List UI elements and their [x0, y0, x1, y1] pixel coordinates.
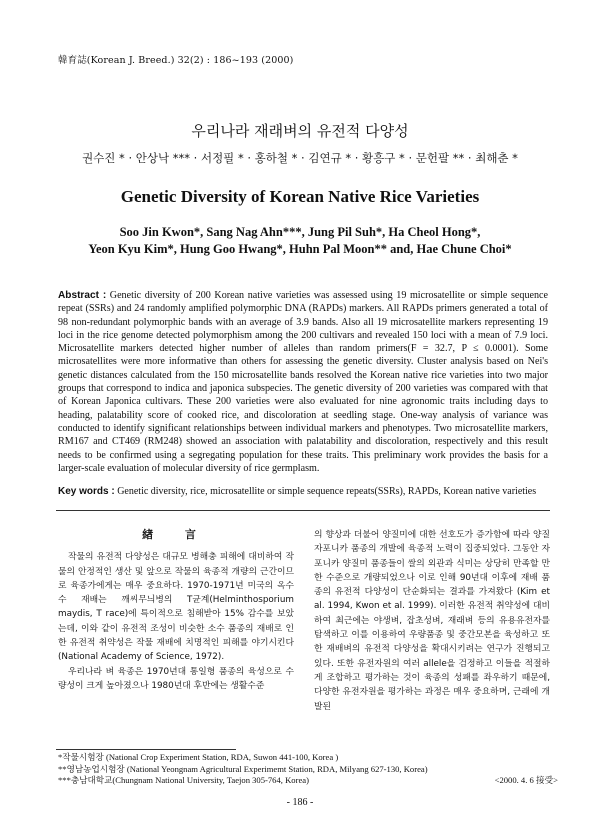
- abstract-label: Abstract :: [58, 290, 107, 301]
- authors-english: [40, 224, 560, 258]
- body-paragraph: 의 향상과 더불어 양질미에 대한 선호도가 증가함에 따라 양질 자포니카 품종의 개발에 육종적 노력이 집중되었다. 그동안 자포니카 양질미 품종들이 쌀의 외관과 식미는 상당히 만족할 만한 수준으로 개량되었으나 이로 인해 90년대 이후에 재배 품종의 유전적 다양성이 단순화되는 결과를 가져왔다 (Kim et al. 1994, Kwon et al. 1999). 이러한 유전적 취약성에 대비하여 최근에는 야생벼, 잡초성벼, 재래벼 등의 유용유전자를 탐색하고 이를 이용하여 우량품종 및 중간모본을 육성하고 또한 재배벼의 유전적 다양성을 확대시키려는 연구가 진행되고 있다. 또한 유전자원의 여러 allele을 검정하고 이들을 적절하게 조합하고 평가하는 것이 육종의 성패를 좌우하기 때문에, 다양한 유전자원을 평가하는 과정은 매우 중요하며, 근래에 개발된: [314, 530, 550, 712]
- footnote-affiliation: ***충남대학교(Chungnam National University, Taejon 305-764, Korea): [58, 775, 309, 785]
- body-column-left: [58, 528, 294, 693]
- footnotes: [58, 752, 558, 787]
- body-paragraph: 작물의 유전적 다양성은 대규모 병해충 피해에 대비하여 작물의 안정적인 생산 및 앞으로 작물의 육종적 개량의 근간이므로 육종가에게는 매우 중요하다. 1970-1971년 미국의 옥수수 재배는 깨씨무늬병의 T균계(Helminthosporium maydis, T race)에 특이적으로 침해받아 15% 감수를 보았는데, 이와 같이 유전적 조성이 비슷한 소수 품종의 재배로 인한 유전적 취약성은 작물 재배에 치명적인 피해를 야기시킨다 (National Academy of Science, 1972).: [58, 552, 294, 663]
- journal-citation: 韓育誌(Korean J. Breed.) 32(2) : 186~193 (2000): [58, 55, 294, 66]
- abstract-divider: [56, 510, 550, 511]
- page-number: - 186 -: [286, 797, 314, 808]
- title-korean: 우리나라 재래벼의 유전적 다양성: [191, 122, 409, 140]
- footnote-row: [58, 775, 558, 787]
- footnote-divider: [56, 749, 236, 750]
- authors-korean: 권수진 * · 안상낙 *** · 서정필 * · 홍하철 * · 김연규 * · 황흥구 * · 문헌팔 ** · 최해춘 *: [82, 151, 518, 165]
- keywords: [58, 486, 558, 497]
- authors-english-line1: Soo Jin Kwon*, Sang Nag Ahn***, Jung Pil Suh*, Ha Cheol Hong*,: [119, 225, 481, 239]
- authors-english-line2: Yeon Kyu Kim*, Hung Goo Hwang*, Huhn Pal Moon** and, Hae Chune Choi*: [88, 242, 512, 256]
- abstract: [58, 289, 548, 475]
- footnote-affiliation: *작물시험장 (National Crop Experiment Station, RDA, Suwon 441-100, Korea ): [58, 752, 339, 762]
- body-paragraph: 우리나라 벼 육종은 1970년대 통일형 품종의 육성으로 수량성이 크게 높아졌으나 1980년대 후반에는 생활수준: [58, 666, 294, 691]
- received-date: <2000. 4. 6 接受>: [494, 775, 558, 785]
- section-heading-introduction: 緖 言: [142, 528, 210, 541]
- abstract-text: Genetic diversity of 200 Korean native varieties was assessed using 19 microsatellite or simple sequence repeat (SSRs) and 24 randomly amplified polymorphic DNA (RAPDs) markers. All RAPDs primers generated a total of 98 non-redundant polymorphic bands with an average of 3.9 bands. Also all 19 microsatellite markers representing 19 loci in the rice genome detected polymorphism among the 200 cultivars and revealed 150 loci with a mean of 7.9 loci. Microsatellite markers detected higher number of alleles than random primers(F = 32.7, P ≤ 0.0001). Some microsatellites were more informative than others for assessing the genetic diversity. Cluster analysis based on Nei's genetic distances calculated from the 150 microsatellite bands resolved the Korean native rice varieties into two major groups that correspond to indica and japonica subspecies. The genetic diversity of 200 varieties was compared with that of Korean Japonica cultivars. These 200 varieties were also evaluated for nine agronomic traits including days to heading, palatability score of cooked rice, and discoloration at seedling stage. One-way analysis of variance was conducted to identify significant relationships between individual markers and phenotypes. Two microsatellite markers, RM167 and CT469 (RM248) showed an association with palatability and discoloration, respectively and this result needs to be confirmed using a segregating population for these traits. This preliminary work provides the basis for a larger-scale evaluation of molecular diversity of rice germplasm.: [58, 290, 548, 474]
- keywords-label: Key words :: [58, 486, 115, 497]
- title-english: Genetic Diversity of Korean Native Rice Varieties: [120, 187, 480, 206]
- body-column-right: [314, 528, 550, 714]
- keywords-text: Genetic diversity, rice, microsatellite or simple sequence repeats(SSRs), RAPDs, Korean native varieties: [117, 486, 537, 497]
- footnote-affiliation: **영남농업시험장 (National Yeongnam Agricultural Experimemt Station, RDA, Milyang 627-130, Korea): [58, 763, 428, 774]
